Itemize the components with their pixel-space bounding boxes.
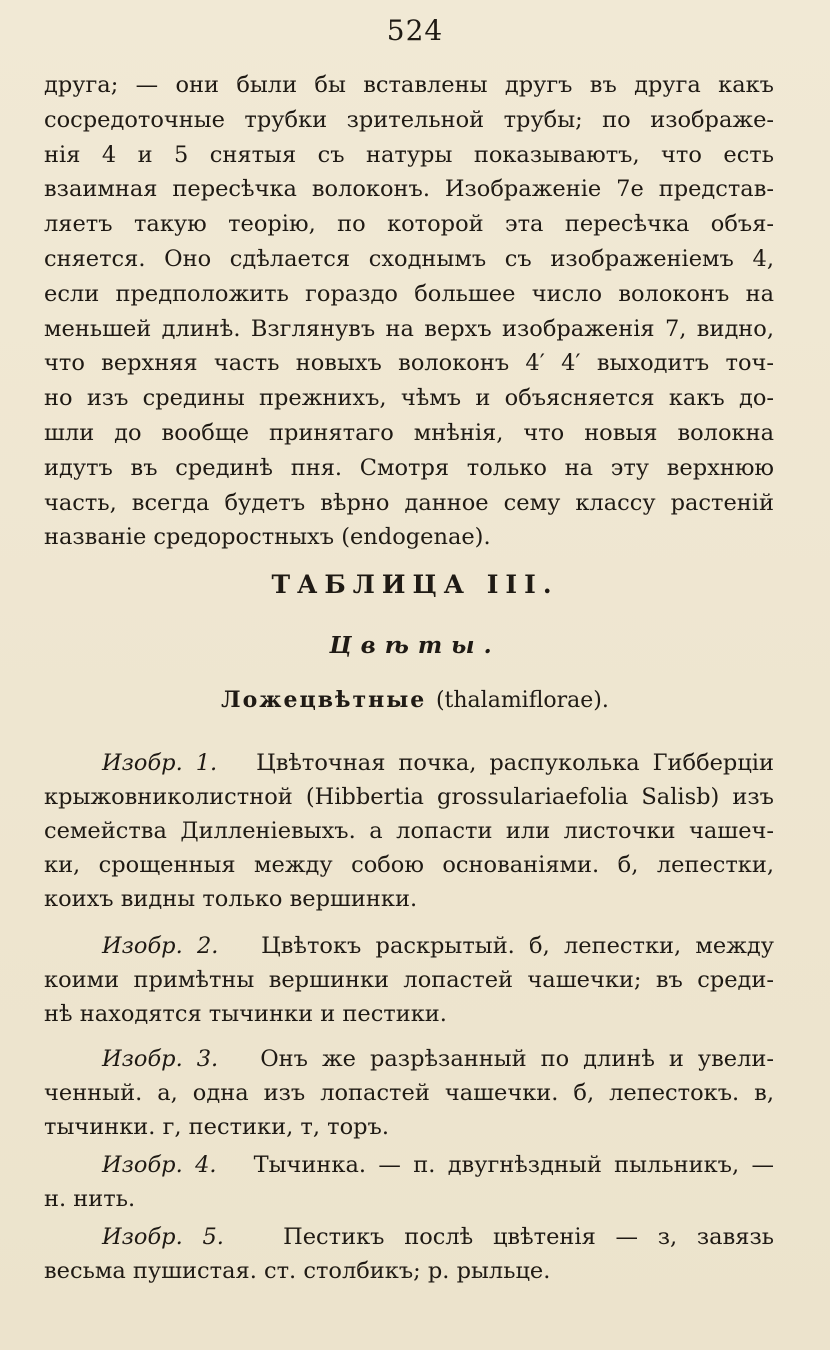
text-line: тычинки. г, пестики, т, торъ.: [44, 1114, 390, 1140]
text-line: сняется. Оно сдѣлается сходнымъ съ изображеніемъ 4,: [44, 245, 774, 272]
figure-label: Изобр. 2.: [102, 933, 219, 959]
text-line: что верхняя часть новыхъ волоконъ 4′ 4′ выходитъ точ-: [44, 350, 774, 377]
entry-text: Тычинка. — п. двугнѣздный пыльникъ, —: [253, 1152, 774, 1178]
family-name: Ложецвѣтные: [221, 687, 427, 713]
text-line: [44, 1220, 774, 1254]
text-line: нѣ находятся тычинки и пестики.: [44, 1001, 447, 1027]
text-line: если предположить гораздо большее число волоконъ на: [44, 280, 774, 307]
text-line: ки, срощенныя между собою основаніями. б, лепестки,: [44, 852, 774, 878]
figure-label: Изобр. 4.: [102, 1152, 217, 1178]
text-line: сосредоточные трубки зрительной трубы; по изображе-: [44, 106, 774, 133]
text-line: коихъ видны только вершинки.: [44, 886, 418, 912]
text-line: ченный. а, одна изъ лопастей чашечки. б, лепестокъ. в,: [44, 1080, 774, 1106]
text-line: весьма пушистая. ст. столбикъ; р. рыльце.: [44, 1258, 551, 1284]
figure-entry-1: [44, 746, 774, 916]
text-line: [44, 1148, 774, 1182]
continuation-paragraph: [44, 68, 774, 555]
family-latin-name: (thalamiflorae).: [435, 688, 609, 713]
figure-label: Изобр. 3.: [102, 1046, 219, 1072]
figure-entry-4: [44, 1148, 774, 1216]
text-line: взаимная пересѣчка волоконъ. Изображеніе 7е представ-: [44, 176, 774, 203]
text-line: н. нить.: [44, 1186, 136, 1212]
entry-text: Цвѣточная почка, распуколька Гибберціи: [256, 750, 774, 776]
text-line: ляетъ такую теорію, по которой эта пересѣчка объя-: [44, 211, 774, 238]
text-line: коими примѣтны вершинки лопастей чашечки; въ среди-: [44, 967, 774, 993]
text-line: идутъ въ срединѣ пня. Смотря только на эту верхнюю: [44, 454, 774, 481]
figure-label: Изобр. 5.: [102, 1224, 224, 1250]
text-line: семейства Дилленіевыхъ. а лопасти или листочки чашеч-: [44, 818, 774, 844]
text-line: нія 4 и 5 снятыя съ натуры показываютъ, что есть: [44, 141, 774, 168]
figure-entry-3: [44, 1042, 774, 1144]
figure-label: Изобр. 1.: [102, 750, 218, 776]
page-number: 524: [386, 14, 444, 47]
text-line: но изъ средины прежнихъ, чѣмъ и объясняется какъ до-: [44, 385, 774, 412]
text-line: меньшей длинѣ. Взглянувъ на верхъ изображенія 7, видно,: [44, 315, 774, 342]
text-line: [44, 929, 774, 963]
text-line: крыжовниколистной (Hibbertia grossulariaefolia Salisb) изъ: [44, 784, 774, 810]
entry-text: Пестикъ послѣ цвѣтенія — з, завязь: [283, 1224, 774, 1250]
entry-text: Онъ же разрѣзанный по длинѣ и увели-: [260, 1046, 774, 1072]
figure-entry-5: [44, 1220, 774, 1288]
family-heading: [0, 687, 830, 713]
entry-text: Цвѣтокъ раскрытый. б, лепестки, между: [261, 933, 774, 959]
text-line: [44, 1042, 774, 1076]
table-heading: ТАБЛИЦА III.: [271, 570, 559, 599]
text-line: [44, 746, 774, 780]
text-line: друга; — они были бы вставлены другъ въ друга какъ: [44, 72, 774, 98]
section-heading: Цвѣты.: [329, 632, 501, 659]
text-line: названіе средоростныхъ (endogenae).: [44, 524, 491, 551]
text-line: шли до вообще принятаго мнѣнія, что новыя волокна: [44, 419, 774, 446]
text-line: часть, всегда будетъ вѣрно данное сему классу растеній: [44, 489, 774, 516]
figure-entry-2: [44, 929, 774, 1031]
